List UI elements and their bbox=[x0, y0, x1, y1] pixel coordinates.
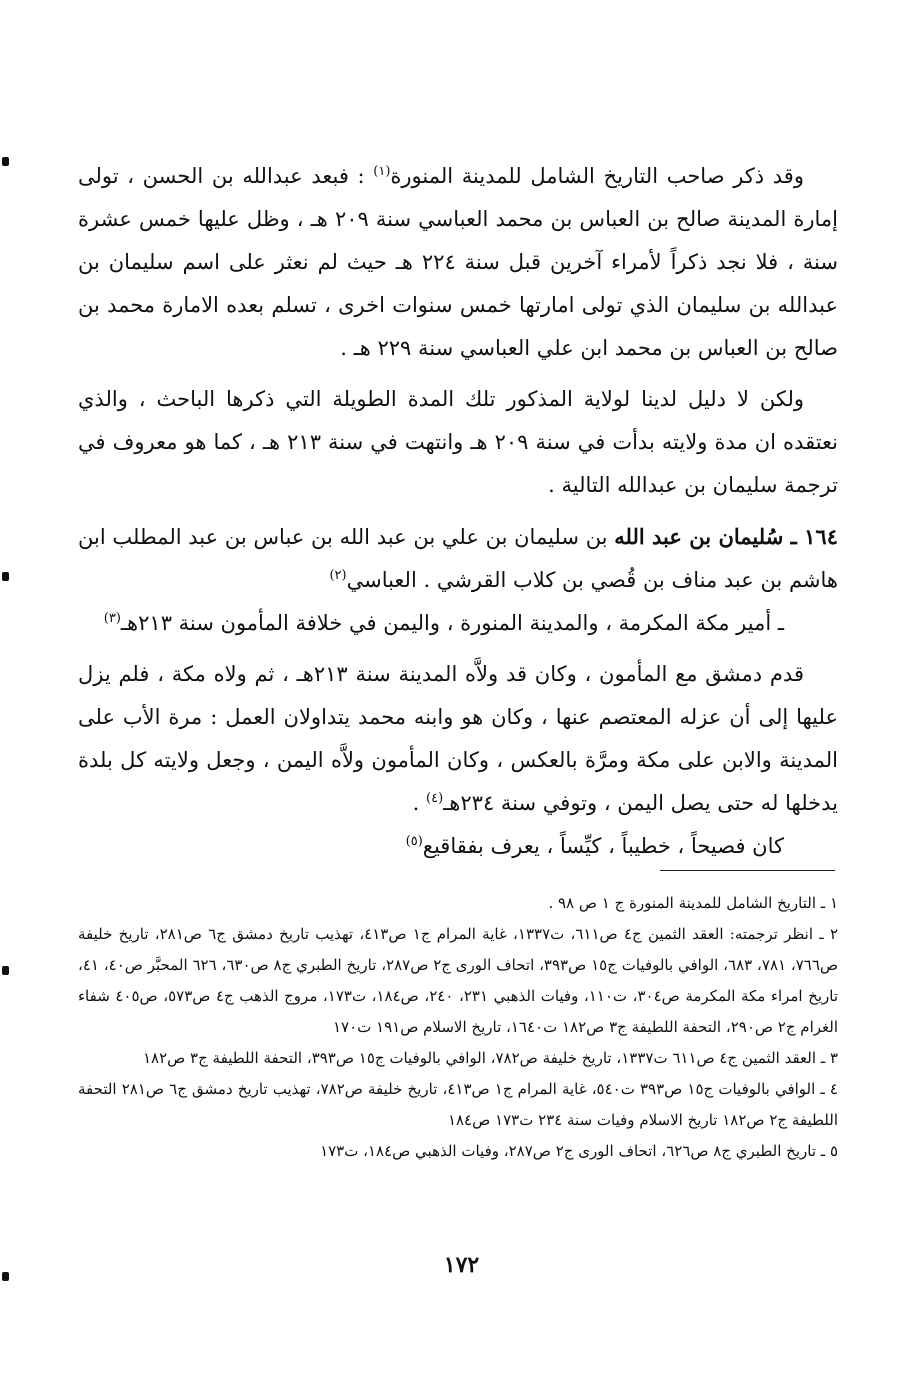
margin-mark-1 bbox=[2, 157, 9, 166]
margin-mark-2 bbox=[2, 572, 9, 581]
paragraph-2 bbox=[78, 378, 838, 507]
paragraph-4 bbox=[78, 602, 838, 645]
entry-lineage: بن سليمان بن علي بن عبد الله بن عباس بن عبد المطلب ابن هاشم بن عبد مناف بن قُصي بن كلاب القرشي . العباسي bbox=[78, 525, 838, 592]
footnote-5: ٥ ـ تاريخ الطبري ج٨ ص٦٢٦، اتحاف الورى ج٢ ص٢٨٧، وفيات الذهبي ص١٨٤، ت١٧٣ bbox=[320, 1142, 838, 1160]
paragraph-6-text: كان فصيحاً ، خطيباً ، كيِّساً ، يعرف بفقاقيع bbox=[422, 834, 784, 858]
paragraph-4-text: ـ أمير مكة المكرمة ، والمدينة المنورة ، واليمن في خلافة المأمون سنة ٢١٣هـ bbox=[120, 611, 784, 635]
paragraph-1 bbox=[78, 155, 838, 370]
footnote-divider bbox=[660, 870, 835, 871]
paragraph-6 bbox=[78, 825, 838, 868]
footnote-ref-3: (٣) bbox=[103, 611, 121, 626]
main-text bbox=[78, 155, 838, 868]
footnotes bbox=[78, 888, 838, 1167]
footnote-ref-4: (٤) bbox=[426, 791, 444, 806]
page-number: ١٧٢ bbox=[443, 1252, 480, 1278]
footnote-ref-1: (١) bbox=[373, 164, 391, 179]
paragraph-1-rest: : فبعد عبدالله بن الحسن ، تولى إمارة المدينة صالح بن العباس بن محمد العباسي سنة ٢٠٩ هـ ، وظل عليها خمس عشرة سنة ، فلا نجد ذكراً لأمراء آخرين قبل سنة ٢٢٤ هـ حيث لم نعثر على اسم سليمان بن عبدالله بن سليمان الذي تولى امارتها خمس سنوات اخرى ، تسلم بعده الامارة محمد بن صالح بن العباس بن محمد ابن علي العباسي سنة ٢٢٩ هـ . bbox=[78, 164, 838, 360]
footnote-ref-2: (٢) bbox=[329, 568, 347, 583]
paragraph-5 bbox=[78, 653, 838, 825]
footnote-1: ١ ـ التاريخ الشامل للمدينة المنورة ج ١ ص ٩٨ . bbox=[548, 894, 838, 912]
entry-164 bbox=[78, 515, 838, 602]
margin-mark-3 bbox=[2, 966, 9, 975]
paragraph-2-text: ولكن لا دليل لدينا لولاية المذكور تلك المدة الطويلة التي ذكرها الباحث ، والذي نعتقده ان مدة ولايته بدأت في سنة ٢٠٩ هـ وانتهت في سنة ٢١٣ هـ ، كما هو معروف في ترجمة سليمان بن عبدالله التالية . bbox=[78, 387, 839, 497]
footnote-4: ٤ ـ الوافي بالوفيات ج١٥ ص٣٩٣ ت٥٤٠، غاية المرام ج١ ص٤١٣، تاريخ خليفة ص٧٨٢، تهذيب تاريخ دمشق ج٦ ص٢٨١ التحفة اللطيفة ج٢ ص١٨٢ تاريخ الاسلام وفيات سنة ٢٣٤ ت١٧٣ ص١٨٤ bbox=[78, 1080, 838, 1129]
footnote-3: ٣ ـ العقد الثمين ج٤ ص٦١١ ت١٣٣٧، تاريخ خليفة ص٧٨٢، الوافي بالوفيات ج١٥ ص٣٩٣، التحفة اللطيفة ج٣ ص١٨٢ bbox=[142, 1049, 838, 1067]
paragraph-5-text: قدم دمشق مع المأمون ، وكان قد ولاَّه المدينة سنة ٢١٣هـ ، ثم ولاه مكة ، فلم يزل عليها إلى أن عزله المعتصم عنها ، وكان هو وابنه محمد يتداولان العمل : مرة الأب على المدينة والابن على مكة ومرَّة بالعكس ، وكان المأمون ولاَّه اليمن ، وجعل ولايته كل بلدة يدخلها له حتى يصل اليمن ، وتوفي سنة ٢٣٤هـ bbox=[78, 662, 838, 815]
footnote-2: ٢ ـ انظر ترجمته: العقد الثمين ج٤ ص٦١١، ت١٣٣٧، غاية المرام ج١ ص٤١٣، تهذيب تاريخ دمشق ج٦ ص٢٨١، تاريخ خليفة ص٧٦٦، ٧٨١، ٦٨٣، الوافي بالوفيات ج١٥ ص٣٩٣، اتحاف الورى ج٢ ص٢٨٧، تاريخ الطبري ج٨ ص٦٣٠، ٦٢٦ المحبَّر ص٤٠، ٤١، تاريخ امراء مكة المكرمة ص٣٠٤، ت١١٠، وفيات الذهبي ٢٣١، ٢٤٠، ص١٨٤، ت١٧٣، مروج الذهب ج٤ ص٥٧٣، ص٤٠٥ شفاء الغرام ج٢ ص٢٩٠، التحفة اللطيفة ج٣ ص١٨٢ ت١٦٤٠، تاريخ الاسلام ص١٩١ ت١٧٠ bbox=[78, 925, 839, 1036]
paragraph-5-end: . bbox=[412, 791, 427, 815]
paragraph-1-text: وقد ذكر صاحب التاريخ الشامل للمدينة المنورة bbox=[390, 164, 804, 188]
entry-heading: ١٦٤ ـ سُليمان بن عبد الله bbox=[614, 524, 838, 549]
footnote-ref-5: (٥) bbox=[405, 834, 423, 849]
